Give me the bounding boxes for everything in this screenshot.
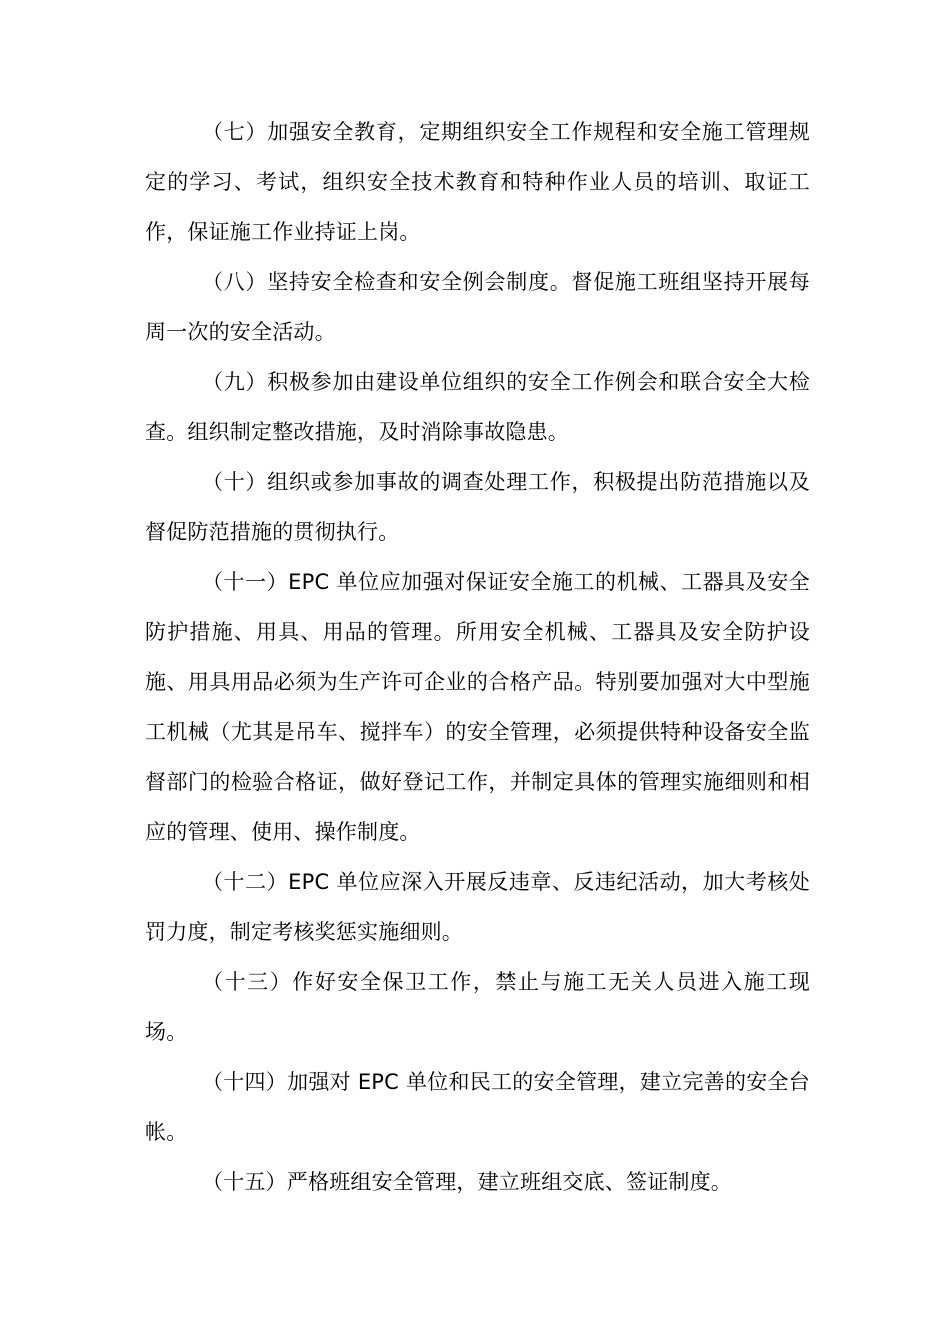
paragraph-7: （七）加强安全教育，定期组织安全工作规程和安全施工管理规定的学习、考试，组织安全技术教育和特种作业人员的培训、取证工作，保证施工作业持证上岗。 xyxy=(145,120,810,244)
document-body xyxy=(145,107,810,1207)
paragraph-12: （十二）EPC 单位应深入开展反违章、反违纪活动，加大考核处罚力度，制定考核奖惩实施细则。 xyxy=(145,870,810,944)
paragraph-13: （十三）作好安全保卫工作，禁止与施工无关人员进入施工现场。 xyxy=(145,970,810,1044)
paragraph-8: （八）坚持安全检查和安全例会制度。督促施工班组坚持开展每周一次的安全活动。 xyxy=(145,270,810,344)
paragraph-9: （九）积极参加由建设单位组织的安全工作例会和联合安全大检查。组织制定整改措施，及时消除事故隐患。 xyxy=(145,370,810,444)
paragraph-15: （十五）严格班组安全管理，建立班组交底、签证制度。 xyxy=(202,1170,732,1194)
paragraph-14: （十四）加强对 EPC 单位和民工的安全管理，建立完善的安全台帐。 xyxy=(145,1070,810,1144)
paragraph-11: （十一）EPC 单位应加强对保证安全施工的机械、工器具及安全防护措施、用具、用品的管理。所用安全机械、工器具及安全防护设施、用具用品必须为生产许可企业的合格产品。特别要加强对大中型施工机械（尤其是吊车、搅拌车）的安全管理，必须提供特种设备安全监督部门的检验合格证，做好登记工作，并制定具体的管理实施细则和相应的管理、使用、操作制度。 xyxy=(145,570,810,844)
paragraph-10: （十）组织或参加事故的调查处理工作，积极提出防范措施以及督促防范措施的贯彻执行。 xyxy=(145,470,810,544)
